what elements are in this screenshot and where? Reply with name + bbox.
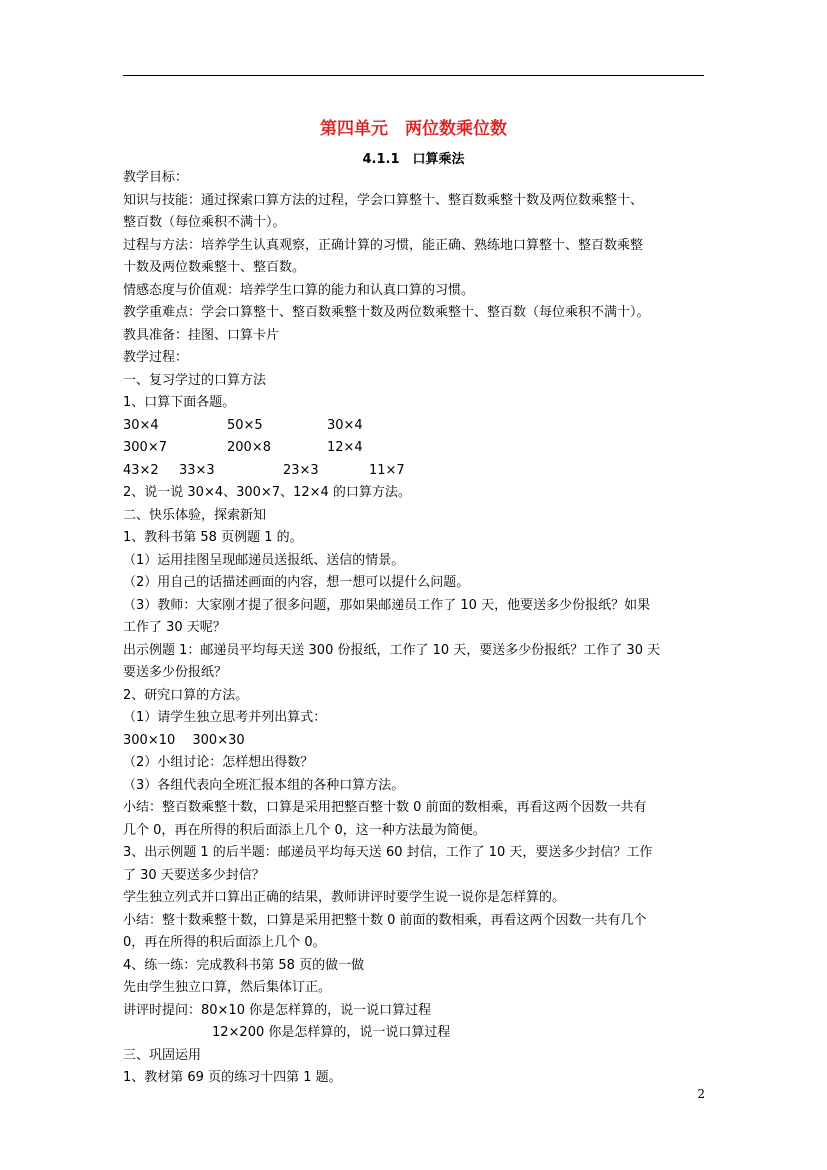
text-line: 学生独立列式并口算出正确的结果，教师讲评时要学生说一说你是怎样算的。 [123, 890, 566, 905]
exercise-row [123, 460, 713, 483]
text-line: 300×10 300×30 [123, 732, 245, 748]
text-line: 1、口算下面各题。 [123, 395, 236, 410]
lesson-subtitle: 4.1.1 口算乘法 [362, 152, 465, 167]
exercise-item: 23×3 [283, 462, 319, 478]
exercise-item: 300×7 [123, 440, 167, 455]
exercise-item: 33×3 [179, 462, 215, 478]
exercise-item: 200×8 [227, 440, 271, 455]
text-line-indented: 12×200 你是怎样算的，说一说口算过程 [212, 1025, 451, 1040]
exercise-item: 11×7 [369, 462, 405, 478]
text-line: 小结：整百数乘整十数，口算是采用把整百整十数 0 前面的数相乘，再看这两个因数一共有 [123, 800, 647, 815]
text-line: （2）小组讨论：怎样想出得数？ [123, 755, 314, 770]
text-line: 教学过程： [123, 350, 189, 365]
exercise-item: 12×4 [327, 440, 363, 455]
text-line: 2、研究口算的方法。 [123, 687, 249, 703]
text-line: 先由学生独立口算，然后集体订正。 [123, 980, 332, 995]
header-rule [123, 75, 704, 76]
text-line: 整百数（每位乘积不满十）。 [123, 215, 286, 230]
text-line: 出示例题 1：邮递员平均每天送 300 份报纸，工作了 10 天，要送多少份报纸？工作了 30 天 [123, 642, 661, 658]
text-line: 0，再在所得的积后面添上几个 0。 [123, 935, 326, 950]
section-heading: 三、巩固运用 [123, 1047, 202, 1063]
text-line: 一、复习学过的口算方法 [123, 372, 267, 388]
lesson-body [123, 167, 713, 1090]
text-line: （2）用自己的话描述画面的内容，想一想可以提什么问题。 [123, 575, 470, 590]
text-line: 十数及两位数乘整十、整百数。 [123, 260, 306, 275]
text-line: 4、练一练：完成教科书第 58 页的做一做 [123, 957, 365, 973]
text-line: 了 30 天要送多少封信？ [123, 867, 265, 883]
page-number: 2 [697, 1087, 705, 1101]
section-heading: 二、快乐体验，探索新知 [123, 507, 267, 523]
text-line: （1）请学生独立思考并列出算式： [123, 710, 327, 725]
text-line: （3）教师：大家刚才提了很多问题，那如果邮递员工作了 10 天，他要送多少份报纸？如果 [123, 597, 651, 613]
text-line: （3）各组代表向全班汇报本组的各种口算方法。 [123, 777, 405, 793]
exercise-item: 30×4 [123, 417, 159, 433]
text-line: 过程与方法：培养学生认真观察，正确计算的习惯，能正确、熟练地口算整十、整百数乘整 [123, 237, 644, 253]
exercise-row [123, 437, 713, 460]
text-line: 教学重难点：学会口算整十、整百数乘整十数及两位数乘整十、整百数（每位乘积不满十）。 [123, 305, 650, 320]
text-line: 情感态度与价值观：培养学生口算的能力和认真口算的习惯。 [123, 282, 475, 298]
text-line: 1、教科书第 58 页例题 1 的。 [123, 530, 303, 545]
text-line: 教学目标： [123, 170, 189, 185]
unit-title: 第四单元 两位数乘位数 [320, 119, 507, 139]
text-line: 2、说一说 30×4、300×7、12×4 的口算方法。 [123, 485, 411, 500]
text-line: 小结：整十数乘整十数，口算是采用把整十数 0 前面的数相乘，再看这两个因数一共有几个 [123, 912, 647, 928]
text-line: 工作了 30 天呢？ [123, 620, 226, 635]
text-line: 讲评时提问：80×10 你是怎样算的，说一说口算过程 [123, 1002, 432, 1018]
text-line: （1）运用挂图呈现邮递员送报纸、送信的情景。 [123, 552, 405, 568]
exercise-item: 30×4 [327, 417, 363, 433]
text-line: 教具准备：挂图、口算卡片 [123, 327, 280, 343]
text-line: 3、出示例题 1 的后半题：邮递员平均每天送 60 封信，工作了 10 天，要送多少封信？工作 [123, 845, 653, 860]
exercise-row [123, 415, 713, 438]
text-line: 1、教材第 69 页的练习十四第 1 题。 [123, 1070, 342, 1085]
exercise-item: 50×5 [227, 417, 263, 433]
text-line: 几个 0，再在所得的积后面添上几个 0，这一种方法最为简便。 [123, 822, 486, 838]
text-line: 要送多少份报纸？ [123, 665, 228, 680]
exercise-item: 43×2 [123, 462, 159, 478]
text-line: 知识与技能：通过探索口算方法的过程，学会口算整十、整百数乘整十数及两位数乘整十、 [123, 192, 644, 208]
